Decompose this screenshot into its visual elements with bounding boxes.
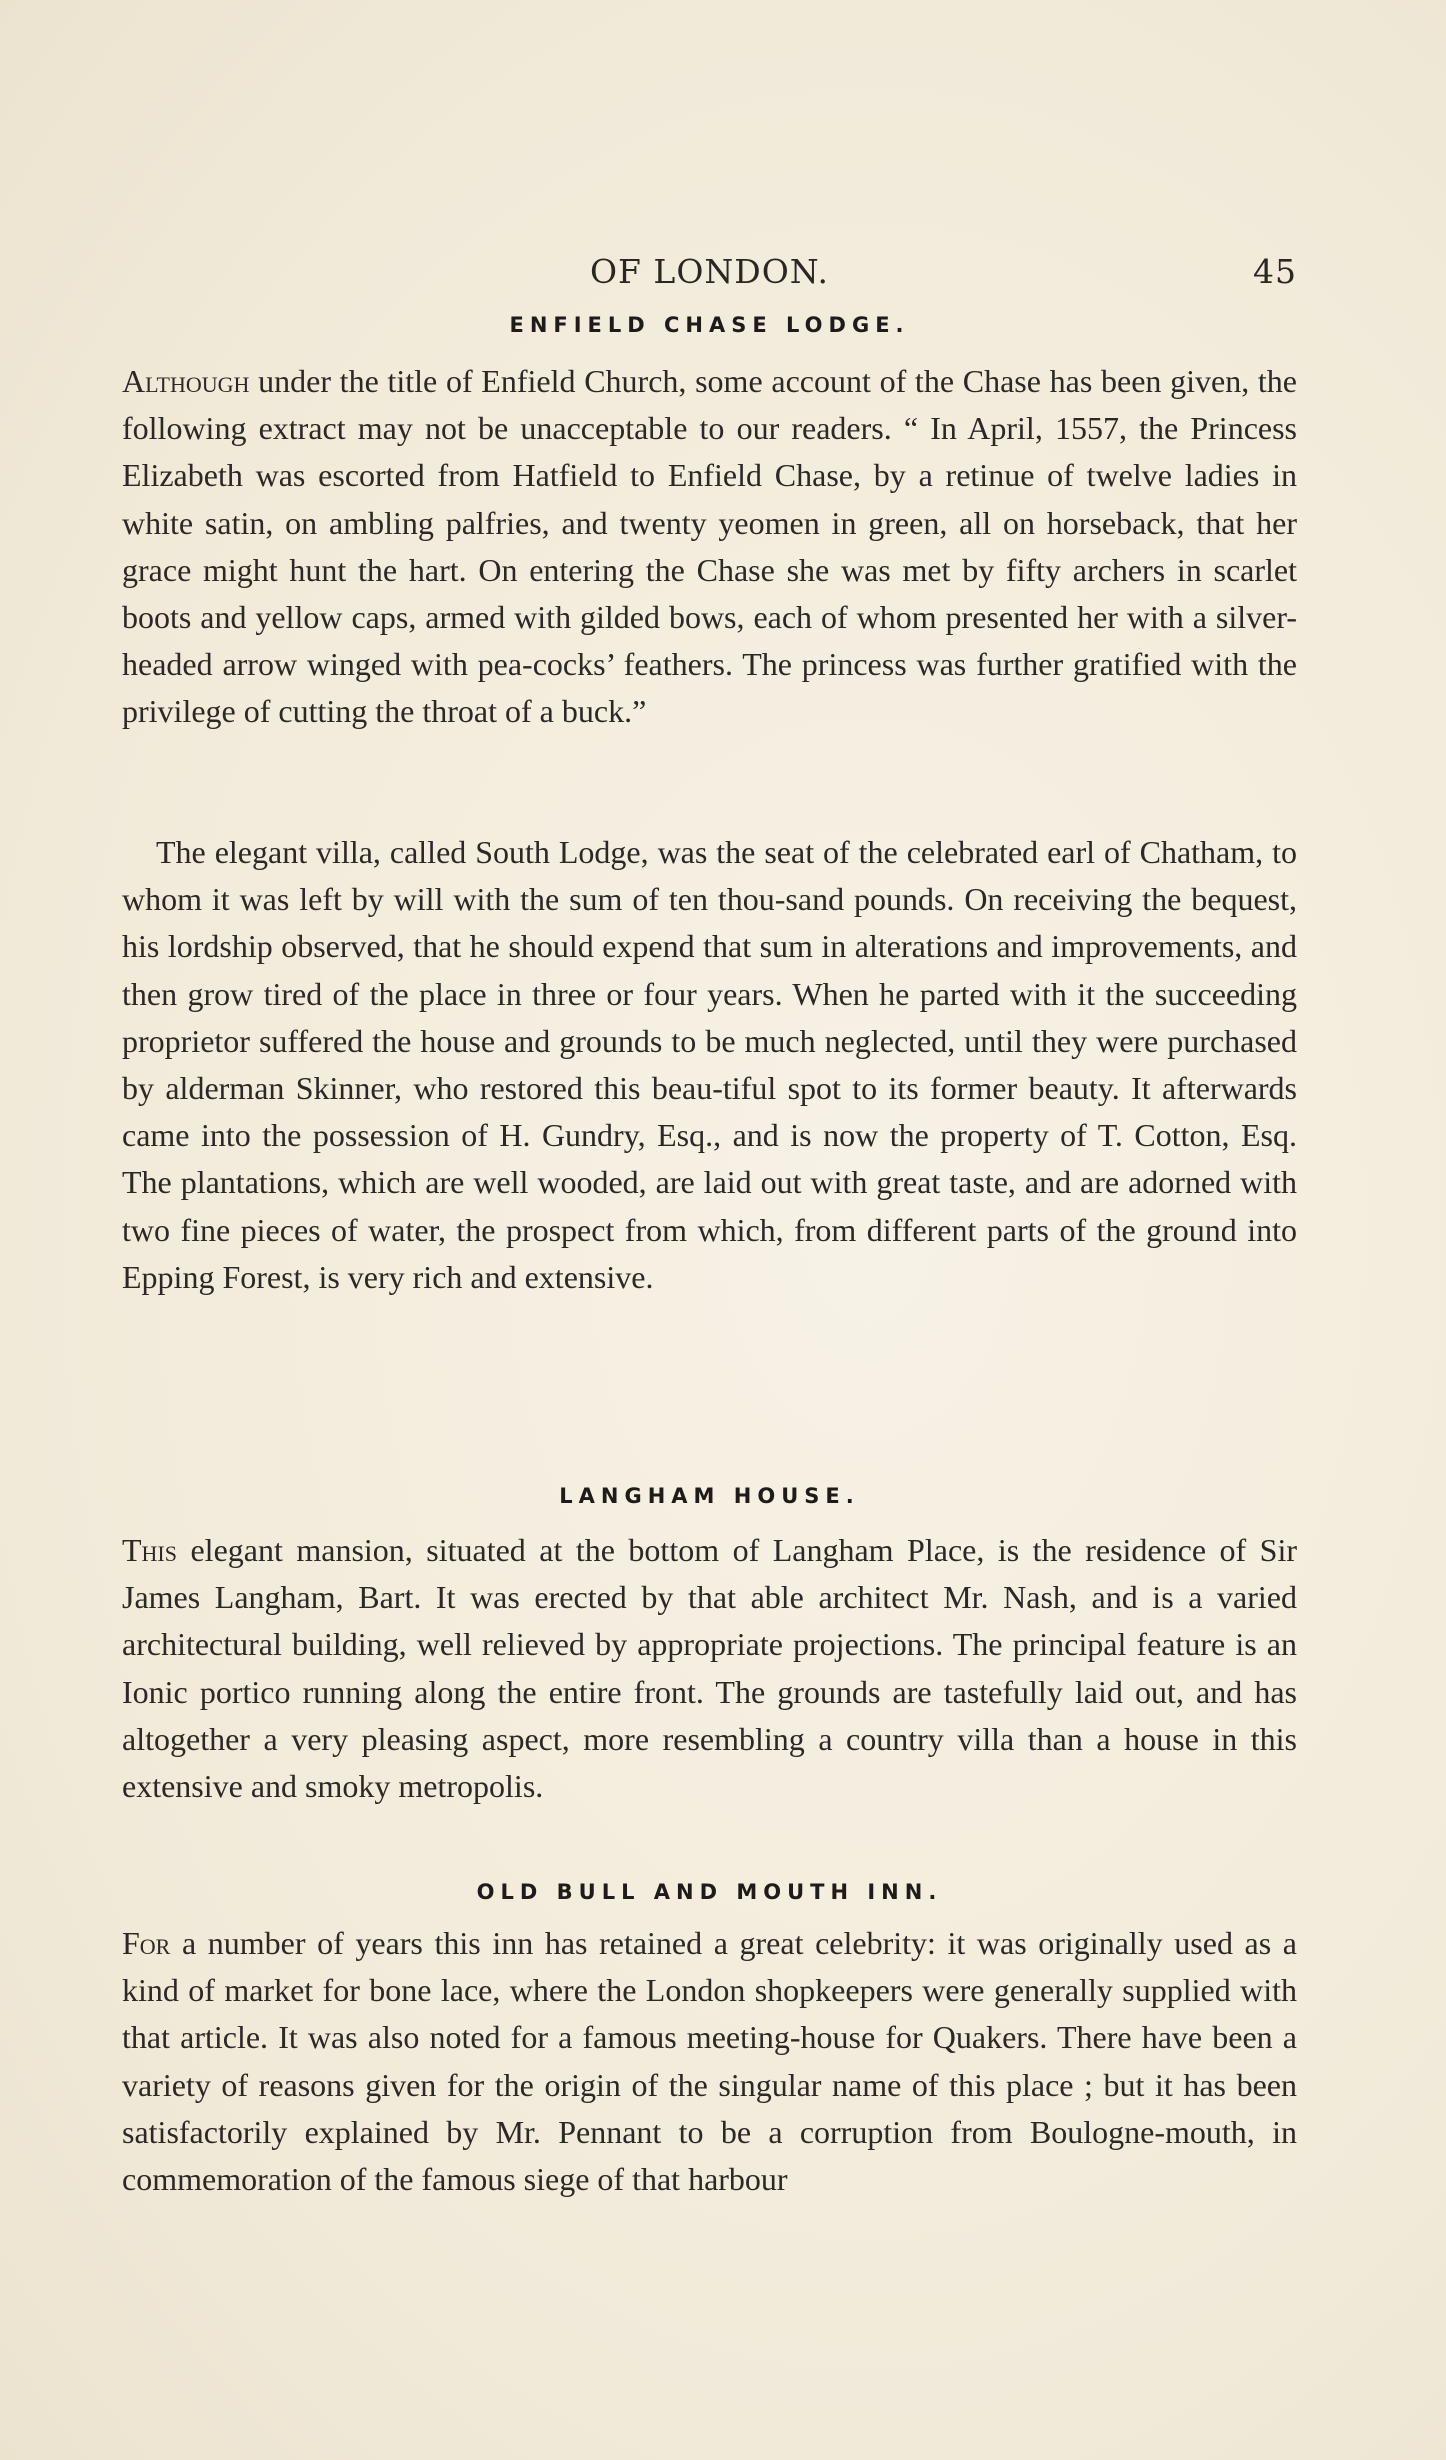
paragraph-south-lodge (122, 829, 1297, 1301)
paragraph-langham-house (122, 1527, 1297, 1810)
paragraph-text: The elegant villa, called South Lodge, was the seat of the celebrated earl of Chatham, to whom it was left by will with the sum of ten thou-sand pounds. On receiving the bequest, his lordship observed, that he should expend that sum in alterations and improvements, and then grow tired of the place in three or four years. When he parted with it the succeeding proprietor suffered the house and grounds to be much neglected, until they were purchased by alderman Skinner, who restored this beau-tiful spot to its former beauty. It afterwards came into the possession of H. Gundry, Esq., and is now the property of T. Cotton, Esq. The plantations, which are well wooded, are laid out with great taste, and are adorned with two fine pieces of water, the prospect from which, from different parts of the ground into Epping Forest, is very rich and extensive. (122, 834, 1297, 1295)
running-head (122, 252, 1297, 292)
paragraph-text: a number of years this inn has retained a great celebrity: it was originally used as a kind of market for bone lace, where the London shopkeepers were generally supplied with that article. It was also noted for a famous meeting-house for Quakers. There have been a variety of reasons given for the origin of the singular name of this place ; but it has been satisfactorily explained by Mr. Pennant to be a corruption from Boulogne-mouth, in commemoration of the famous siege of that harbour (122, 1925, 1297, 2198)
section-heading-enfield-chase-lodge: ENFIELD CHASE LODGE. (509, 313, 910, 337)
paragraph-old-bull-and-mouth (122, 1920, 1297, 2203)
paragraph-lead-word: This (122, 1532, 177, 1568)
paragraph-text: under the title of Enfield Church, some account of the Chase has been given, the following extract may not be unacceptable to our readers. “ In April, 1557, the Princess Elizabeth was escorted from Hatfield to Enfield Chase, by a retinue of twelve ladies in white satin, on ambling palfries, and twenty yeomen in green, all on horseback, that her grace might hunt the hart. On entering the Chase she was met by fifty archers in scarlet boots and yellow caps, armed with gilded bows, each of whom presented her with a silver-headed arrow winged with pea-cocks’ feathers. The princess was further gratified with the privilege of cutting the throat of a buck.” (122, 363, 1297, 730)
section-heading-old-bull-and-mouth-inn: OLD BULL AND MOUTH INN. (476, 1880, 943, 1904)
paragraph-enfield-intro (122, 358, 1297, 736)
running-title: OF LONDON. (589, 252, 830, 291)
paragraph-lead-word: Although (122, 363, 250, 399)
paragraph-lead-word: For (122, 1925, 171, 1961)
page-number: 45 (1253, 252, 1297, 291)
section-heading-langham-house: LANGHAM HOUSE. (559, 1484, 860, 1508)
paragraph-text: elegant mansion, situated at the bottom of Langham Place, is the residence of Sir James Langham, Bart. It was erected by that able architect Mr. Nash, and is a varied architectural building, well relieved by appropriate projections. The principal feature is an Ionic portico running along the entire front. The grounds are tastefully laid out, and has altogether a very pleasing aspect, more resembling a country villa than a house in this extensive and smoky metropolis. (122, 1532, 1297, 1805)
